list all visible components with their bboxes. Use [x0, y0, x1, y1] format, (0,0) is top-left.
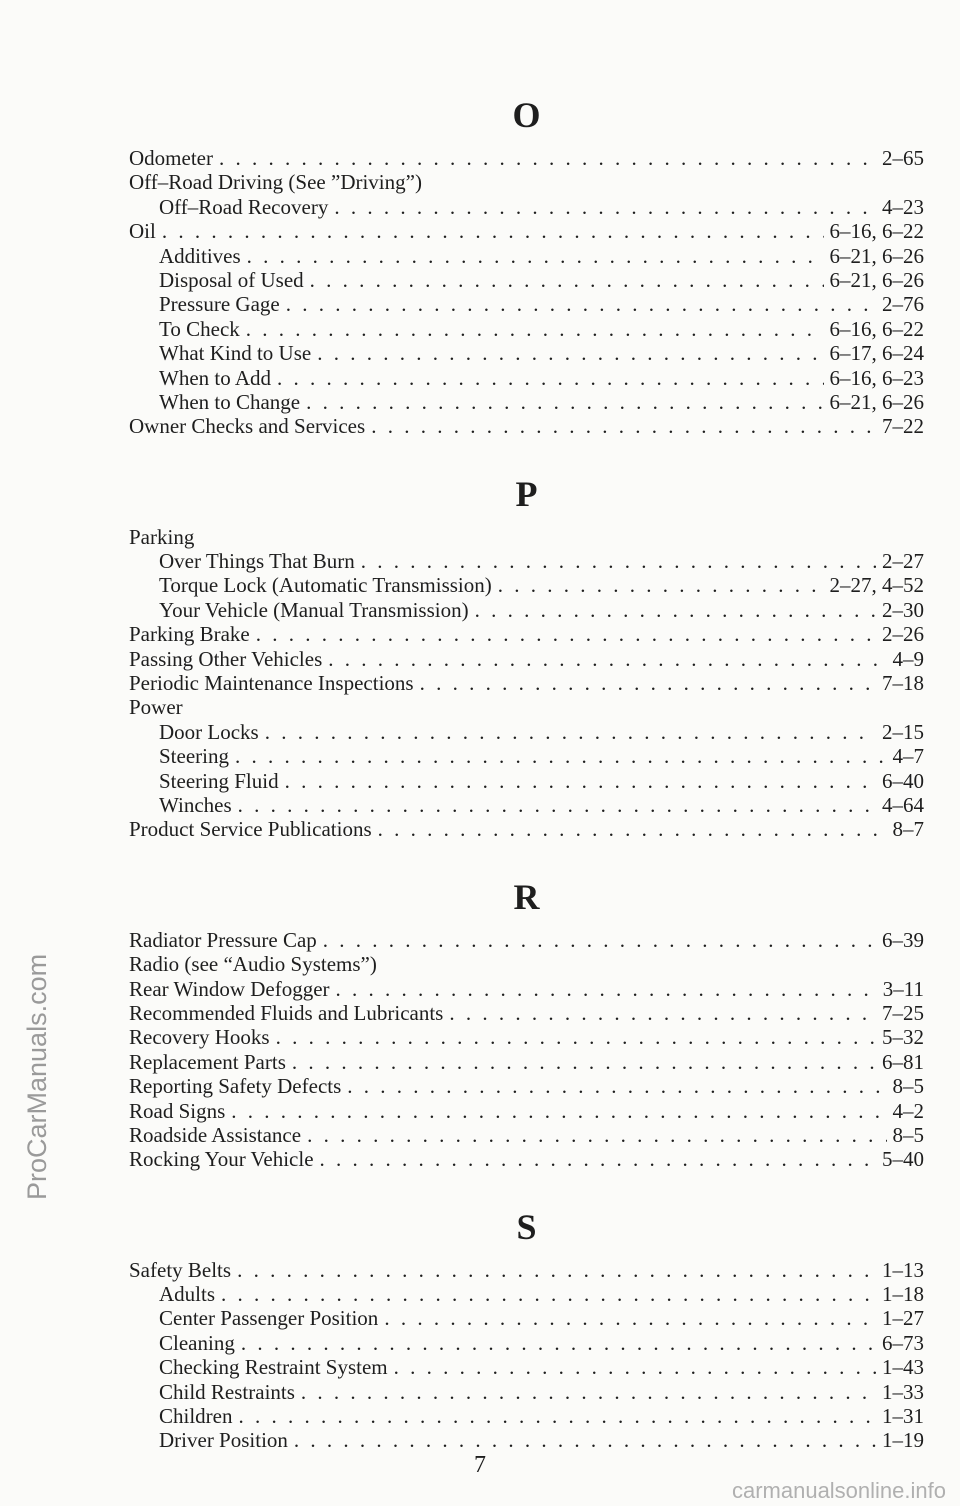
dot-leader [307, 1123, 886, 1147]
index-entry [129, 219, 924, 243]
dot-leader [238, 793, 876, 817]
index-entry [129, 1001, 924, 1025]
dot-leader [235, 744, 887, 768]
dot-leader [347, 1074, 886, 1098]
dot-leader [241, 1331, 876, 1355]
index-entry [129, 1282, 924, 1306]
dot-leader [306, 390, 823, 414]
entry-label: Roadside Assistance [129, 1122, 302, 1147]
entry-page-ref: 1–27 [882, 1306, 924, 1331]
dot-leader [336, 977, 877, 1001]
dot-leader [378, 817, 887, 841]
index-entry [129, 1074, 924, 1098]
entry-page-ref: 7–18 [882, 671, 924, 696]
index-section-p [129, 473, 924, 842]
entry-page-ref: 6–21, 6–26 [829, 389, 924, 414]
dot-leader [239, 1404, 877, 1428]
dot-leader [286, 292, 876, 316]
entry-page-ref: 7–25 [882, 1000, 924, 1025]
entry-label: Torque Lock (Automatic Transmission) [159, 573, 492, 598]
entry-page-ref: 6–21, 6–26 [829, 267, 924, 292]
entry-page-ref: 2–76 [882, 292, 924, 317]
dot-leader [276, 1025, 876, 1049]
index-entry [129, 647, 924, 671]
entry-label: Checking Restraint System [159, 1355, 388, 1380]
entry-page-ref: 1–33 [882, 1379, 924, 1404]
index-entry [129, 1147, 924, 1171]
dot-leader [449, 1001, 876, 1025]
entry-label: To Check [159, 316, 240, 341]
entry-label: Recovery Hooks [129, 1025, 270, 1050]
entry-page-ref: 6–21, 6–26 [829, 243, 924, 268]
dot-leader [247, 244, 824, 268]
entry-page-ref: 2–65 [882, 146, 924, 170]
entry-page-ref: 1–31 [882, 1404, 924, 1429]
index-entry [129, 817, 924, 841]
entry-label: Parking Brake [129, 622, 250, 647]
entry-label: Road Signs [129, 1098, 226, 1123]
entry-label: Pressure Gage [159, 292, 280, 317]
entry-label: Door Locks [159, 719, 259, 744]
index-entry [129, 598, 924, 622]
entry-label: Owner Checks and Services [129, 414, 366, 439]
entry-label: Your Vehicle (Manual Transmission) [159, 597, 469, 622]
index-entry [129, 622, 924, 646]
entry-page-ref: 6–73 [882, 1330, 924, 1355]
entry-page-ref: 3–11 [882, 976, 924, 1001]
index-entry [129, 952, 924, 976]
index-entry [129, 1331, 924, 1355]
index-section-s [129, 1206, 924, 1453]
entry-label: Radiator Pressure Cap [129, 927, 317, 952]
index-entry [129, 390, 924, 414]
index-entry [129, 1123, 924, 1147]
entry-page-ref: 2–26 [882, 622, 924, 647]
entry-label: Odometer [129, 146, 213, 170]
entry-label: Steering [159, 744, 229, 769]
entry-label: Center Passenger Position [159, 1306, 379, 1331]
index-entry [129, 744, 924, 768]
index-entry [129, 977, 924, 1001]
index-entry [129, 244, 924, 268]
entry-label: Periodic Maintenance Inspections [129, 671, 414, 696]
index-entry [129, 146, 924, 170]
entry-page-ref: 6–16, 6–22 [829, 316, 924, 341]
index-entry [129, 1258, 924, 1282]
index-entry [129, 1025, 924, 1049]
entry-label: Additives [159, 243, 241, 268]
dot-leader [265, 720, 876, 744]
dot-leader [256, 622, 876, 646]
entry-label: Off–Road Driving (See ”Driving”) [129, 170, 422, 195]
index-entry [129, 525, 924, 549]
entry-label: Off–Road Recovery [159, 194, 329, 219]
dot-leader [310, 268, 824, 292]
entry-page-ref: 5–40 [882, 1147, 924, 1172]
entry-page-ref: 1–19 [882, 1428, 924, 1453]
index-entry [129, 1380, 924, 1404]
entry-page-ref: 8–7 [892, 817, 924, 842]
entry-label: What Kind to Use [159, 341, 312, 366]
index-entry [129, 341, 924, 365]
dot-leader [221, 1282, 876, 1306]
entry-label: Rocking Your Vehicle [129, 1147, 314, 1172]
index-entry [129, 292, 924, 316]
dot-leader [231, 1099, 886, 1123]
entry-label: Oil [129, 219, 156, 244]
index-entry [129, 769, 924, 793]
dot-leader [317, 341, 823, 365]
section-letter-heading: O [512, 95, 541, 135]
entry-page-ref: 7–22 [882, 414, 924, 439]
entry-page-ref: 1–18 [882, 1282, 924, 1307]
section-letter-heading: R [513, 876, 540, 917]
dot-leader [294, 1428, 876, 1452]
dot-leader [219, 146, 876, 170]
dot-leader [371, 414, 876, 438]
dot-leader [334, 195, 876, 219]
index-section-o [129, 94, 924, 439]
entry-label: Radio (see “Audio Systems”) [129, 952, 377, 977]
entry-label: Over Things That Burn [159, 549, 355, 574]
index-entry [129, 793, 924, 817]
entry-label: When to Change [159, 389, 301, 414]
dot-leader [237, 1258, 876, 1282]
entry-label: Adults [159, 1282, 216, 1307]
index-entry [129, 1099, 924, 1123]
entry-label: Disposal of Used [159, 267, 304, 292]
entry-label: When to Add [159, 365, 271, 390]
index-entry [129, 317, 924, 341]
index-entry [129, 170, 924, 194]
index-section-r [129, 876, 924, 1172]
dot-leader [384, 1306, 876, 1330]
entry-label: Recommended Fluids and Lubricants [129, 1000, 444, 1025]
index-entry [129, 928, 924, 952]
entry-page-ref: 8–5 [892, 1122, 924, 1147]
index-entry [129, 1404, 924, 1428]
entry-label: Parking [129, 524, 195, 549]
entry-page-ref: 2–27 [882, 549, 924, 574]
dot-leader [277, 366, 824, 390]
entry-page-ref: 6–81 [882, 1049, 924, 1074]
section-letter-heading: S [516, 1206, 537, 1247]
entry-label: Driver Position [159, 1428, 288, 1453]
entry-page-ref: 2–27, 4–52 [829, 573, 924, 598]
entry-page-ref: 4–2 [892, 1098, 924, 1123]
index-entry [129, 1428, 924, 1452]
entry-label: Reporting Safety Defects [129, 1074, 342, 1099]
entry-page-ref: 8–5 [892, 1074, 924, 1099]
dot-leader [328, 647, 886, 671]
entry-label: Power [129, 695, 183, 720]
entry-label: Product Service Publications [129, 817, 372, 842]
dot-leader [420, 671, 876, 695]
dot-leader [162, 219, 824, 243]
index-entry [129, 573, 924, 597]
entry-page-ref: 6–17, 6–24 [829, 341, 924, 366]
dot-leader [475, 598, 876, 622]
dot-leader [498, 573, 824, 597]
entry-label: Cleaning [159, 1330, 235, 1355]
page-number: 7 [474, 1452, 486, 1478]
entry-page-ref: 5–32 [882, 1025, 924, 1050]
index-entry [129, 1355, 924, 1379]
entry-label: Child Restraints [159, 1379, 295, 1404]
dot-leader [320, 1147, 876, 1171]
entry-page-ref: 2–30 [882, 597, 924, 622]
dot-leader [394, 1355, 876, 1379]
dot-leader [361, 549, 876, 573]
footer-watermark: carmanualsonline.info [731, 1478, 946, 1503]
index-entry [129, 1306, 924, 1330]
section-letter-heading: P [515, 473, 538, 514]
entry-page-ref: 6–39 [882, 927, 924, 952]
dot-leader [285, 769, 876, 793]
index-entry [129, 695, 924, 719]
entry-page-ref: 4–64 [882, 792, 924, 817]
dot-leader [323, 928, 876, 952]
entry-label: Safety Belts [129, 1257, 232, 1282]
entry-label: Steering Fluid [159, 768, 279, 793]
entry-page-ref: 4–9 [892, 646, 924, 671]
entry-page-ref: 6–16, 6–22 [829, 219, 924, 244]
entry-page-ref: 2–15 [882, 719, 924, 744]
entry-page-ref: 6–40 [882, 768, 924, 793]
entry-page-ref: 1–43 [882, 1355, 924, 1380]
dot-leader [246, 317, 824, 341]
index-list [129, 94, 924, 1453]
entry-label: Rear Window Defogger [129, 976, 330, 1001]
index-entry [129, 366, 924, 390]
dot-leader [301, 1380, 876, 1404]
index-entry [129, 720, 924, 744]
index-entry [129, 671, 924, 695]
index-entry [129, 268, 924, 292]
entry-page-ref: 4–7 [892, 744, 924, 769]
entry-page-ref: 4–23 [882, 194, 924, 219]
dot-leader [292, 1050, 876, 1074]
entry-label: Winches [159, 792, 232, 817]
entry-page-ref: 1–13 [882, 1257, 924, 1282]
entry-label: Passing Other Vehicles [129, 646, 323, 671]
entry-label: Replacement Parts [129, 1049, 286, 1074]
index-entry [129, 195, 924, 219]
index-entry [129, 1050, 924, 1074]
entry-label: Children [159, 1404, 233, 1429]
index-entry [129, 549, 924, 573]
entry-page-ref: 6–16, 6–23 [829, 365, 924, 390]
side-watermark: ProCarManuals.com [22, 953, 52, 1200]
index-entry [129, 414, 924, 438]
